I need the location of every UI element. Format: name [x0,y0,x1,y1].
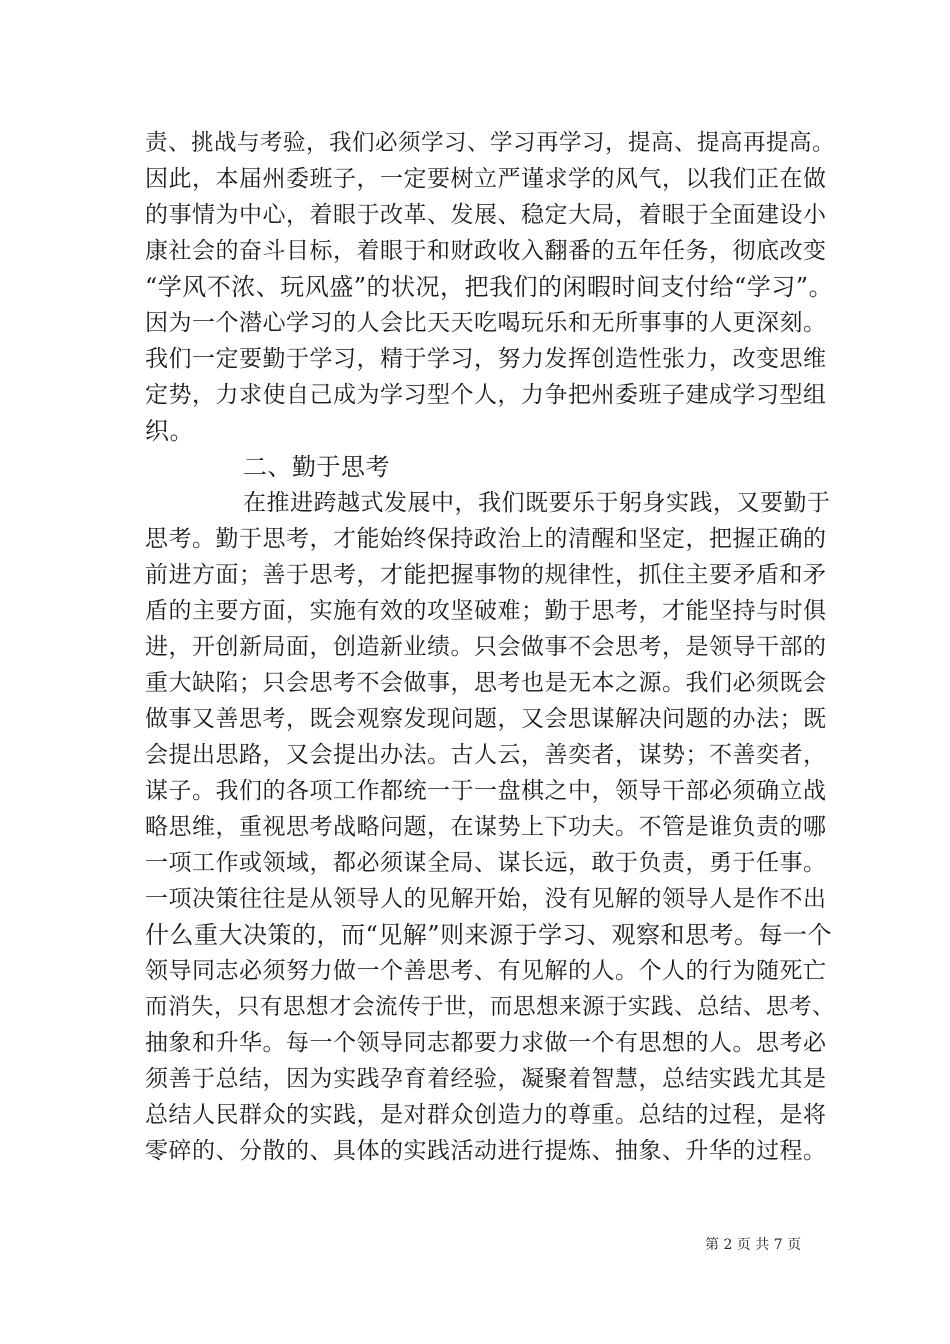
paragraph-line: 一项工作或领域，都必须谋全局、谋长远，敢于负责，勇于任事。 [145,850,827,876]
paragraph-line: 一项决策往往是从领导人的见解开始，没有见解的领导人是作不出 [145,886,827,912]
paragraph-line: 总结人民群众的实践，是对群众创造力的尊重。总结的过程，是将 [145,1102,827,1128]
paragraph-line: 康社会的奋斗目标，着眼于和财政收入翻番的五年任务，彻底改变 [145,238,827,264]
paragraph-line: 因为一个潜心学习的人会比天天吃喝玩乐和无所事事的人更深刻。 [145,310,827,336]
paragraph-line: 前进方面；善于思考，才能把握事物的规律性，抓住主要矛盾和矛 [145,562,827,588]
paragraph-line: 略思维，重视思考战略问题，在谋势上下功夫。不管是谁负责的哪 [145,814,827,840]
paragraph-line: “学风不浓、玩风盛”的状况，把我们的闲暇时间支付给“学习”。 [145,273,834,301]
paragraph-line: 进，开创新局面，创造新业绩。只会做事不会思考，是领导干部的 [145,634,827,660]
paragraph-line: 因此，本届州委班子，一定要树立严谨求学的风气，以我们正在做 [145,166,827,192]
paragraph-line: 定势，力求使自己成为学习型个人，力争把州委班子建成学习型组 [145,382,827,408]
section-heading: 二、勤于思考 [243,453,390,481]
paragraph-line: 而消失，只有思想才会流传于世，而思想来源于实践、总结、思考、 [145,994,836,1020]
paragraph-line: 在推进跨越式发展中，我们既要乐于躬身实践，又要勤于 [243,490,831,516]
paragraph-line: 抽象和升华。每一个领导同志都要力求做一个有思想的人。思考必 [145,1030,827,1056]
paragraph-line: 做事又善思考，既会观察发现问题，又会思谋解决问题的办法；既 [145,706,827,732]
paragraph-line: 我们一定要勤于学习，精于学习，努力发挥创造性张力，改变思维 [145,346,827,372]
paragraph-line: 什么重大决策的，而“见解”则来源于学习、观察和思考。每一个 [145,921,833,949]
paragraph-line: 会提出思路，又会提出办法。古人云，善奕者，谋势；不善奕者， [145,742,827,768]
paragraph-line: 领导同志必须努力做一个善思考、有见解的人。个人的行为随死亡 [145,958,827,984]
paragraph-line: 须善于总结，因为实践孕育着经验，凝聚着智慧，总结实践尤其是 [145,1066,827,1092]
paragraph-line: 重大缺陷；只会思考不会做事，思考也是无本之源。我们必须既会 [145,670,827,696]
paragraph-line: 零碎的、分散的、具体的实践活动进行提炼、抽象、升华的过程。 [145,1138,827,1164]
paragraph-line: 思考。勤于思考，才能始终保持政治上的清醒和坚定，把握正确的 [145,526,827,552]
paragraph-line: 盾的主要方面，实施有效的攻坚破难；勤于思考，才能坚持与时俱 [145,598,827,624]
paragraph-line: 责、挑战与考验，我们必须学习、学习再学习，提高、提高再提高。 [145,130,836,156]
paragraph-line: 织。 [145,417,194,445]
paragraph-line: 的事情为中心，着眼于改革、发展、稳定大局，着眼于全面建设小 [145,202,827,228]
paragraph-line: 谋子。我们的各项工作都统一于一盘棋之中，领导干部必须确立战 [145,778,827,804]
page-number: 第 2 页 共 7 页 [705,1237,802,1253]
